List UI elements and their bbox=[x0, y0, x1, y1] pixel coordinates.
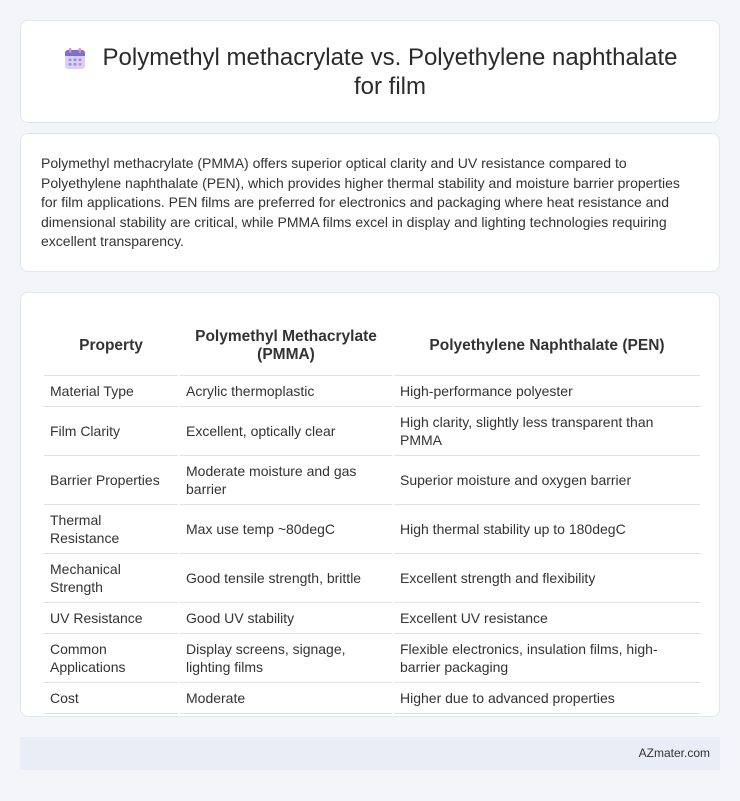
pen-cell: Excellent UV resistance bbox=[394, 603, 700, 634]
table-row bbox=[44, 634, 700, 683]
pen-cell: Flexible electronics, insulation films, high-barrier packaging bbox=[394, 634, 700, 683]
calendar-icon bbox=[63, 47, 87, 71]
pen-cell: Superior moisture and oxygen barrier bbox=[394, 456, 700, 505]
pmma-cell: Display screens, signage, lighting films bbox=[180, 634, 392, 683]
column-header-pen: Polyethylene Naphthalate (PEN) bbox=[394, 313, 700, 376]
comparison-table-card bbox=[20, 292, 720, 717]
property-cell: UV Resistance bbox=[44, 603, 178, 634]
table-row bbox=[44, 603, 700, 634]
pmma-cell: Acrylic thermoplastic bbox=[180, 376, 392, 407]
property-cell: Cost bbox=[44, 683, 178, 714]
property-cell: Material Type bbox=[44, 376, 178, 407]
table-row bbox=[44, 456, 700, 505]
property-cell: Barrier Properties bbox=[44, 456, 178, 505]
property-cell: Mechanical Strength bbox=[44, 554, 178, 603]
pmma-cell: Good UV stability bbox=[180, 603, 392, 634]
footer-brand: AZmater.com bbox=[638, 746, 710, 760]
pmma-cell: Moderate bbox=[180, 683, 392, 714]
pmma-cell: Moderate moisture and gas barrier bbox=[180, 456, 392, 505]
property-cell: Common Applications bbox=[44, 634, 178, 683]
table-row bbox=[44, 554, 700, 603]
pmma-cell: Good tensile strength, brittle bbox=[180, 554, 392, 603]
table-row bbox=[44, 505, 700, 554]
property-cell: Film Clarity bbox=[44, 407, 178, 456]
column-header-property: Property bbox=[44, 313, 178, 376]
column-header-pmma: Polymethyl Methacrylate (PMMA) bbox=[180, 313, 392, 376]
page-title: Polymethyl methacrylate vs. Polyethylene naphthalate for film bbox=[102, 43, 678, 100]
table-row bbox=[44, 407, 700, 456]
summary-card bbox=[20, 133, 720, 272]
pmma-cell: Excellent, optically clear bbox=[180, 407, 392, 456]
comparison-table bbox=[42, 313, 702, 714]
footer bbox=[20, 737, 720, 770]
pen-cell: Excellent strength and flexibility bbox=[394, 554, 700, 603]
pen-cell: High thermal stability up to 180degC bbox=[394, 505, 700, 554]
pen-cell: High clarity, slightly less transparent than PMMA bbox=[394, 407, 700, 456]
summary-text: Polymethyl methacrylate (PMMA) offers superior optical clarity and UV resistance compared to Polyethylene naphthalate (PEN), which provides higher thermal stability and moisture barrier properties for film applications. PEN films are preferred for electronics and packaging where heat resistance and dimensional stability are critical, while PMMA films excel in display and lighting technologies requiring excellent transparency. bbox=[41, 155, 680, 249]
pmma-cell: Max use temp ~80degC bbox=[180, 505, 392, 554]
pen-cell: High-performance polyester bbox=[394, 376, 700, 407]
table-row bbox=[44, 683, 700, 714]
property-cell: Thermal Resistance bbox=[44, 505, 178, 554]
title-card bbox=[20, 20, 720, 123]
table-row bbox=[44, 376, 700, 407]
pen-cell: Higher due to advanced properties bbox=[394, 683, 700, 714]
table-header-row bbox=[44, 313, 700, 376]
